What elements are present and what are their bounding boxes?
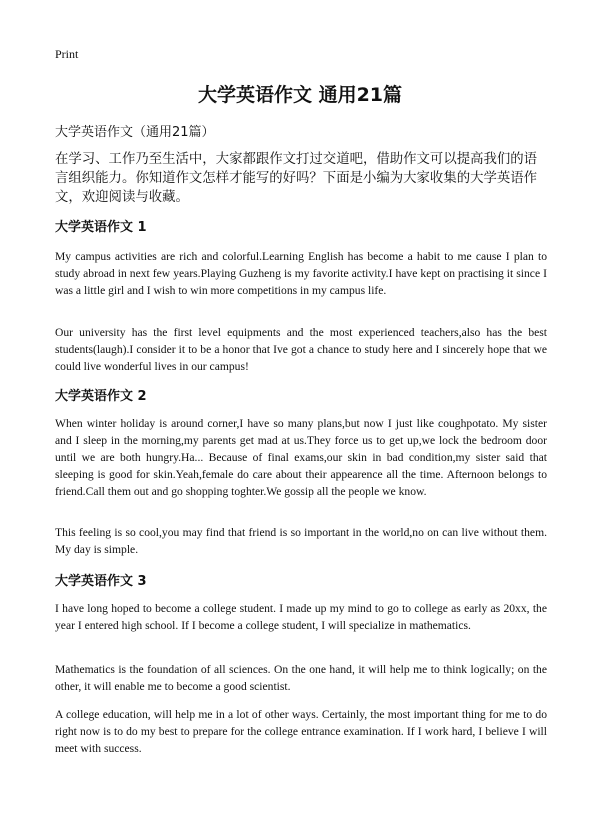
page-title: 大学英语作文 通用21篇 <box>197 84 403 106</box>
section-1-paragraph-2: Our university has the first level equipments and the most experienced teachers,also has the best students(laugh).I consider it to be a honor that Ive got a chance to study here and I sincerely hope that we could live wonderful lives in our campus! <box>55 326 547 373</box>
print-link[interactable]: Print <box>55 47 79 61</box>
section-heading-3: 大学英语作文 3 <box>55 574 147 589</box>
section-2-paragraph-2: This feeling is so cool,you may find that friend is so important in the world,no on can live without them. My day is simple. <box>55 526 547 556</box>
page-subtitle: 大学英语作文（通用21篇） <box>55 125 215 140</box>
intro-paragraph: 在学习、工作乃至生活中，大家都跟作文打过交道吧，借助作文可以提高我们的语言组织能力。你知道作文怎样才能写的好吗？下面是小编为大家收集的大学英语作文，欢迎阅读与收藏。 <box>55 152 538 205</box>
section-3-paragraph-1: I have long hoped to become a college student. I made up my mind to go to college as early as 20xx, the year I entered high school. If I become a college student, I will specialize in mathematics. <box>55 602 547 632</box>
section-heading-2: 大学英语作文 2 <box>55 389 147 404</box>
section-heading-1: 大学英语作文 1 <box>55 220 147 235</box>
section-3-paragraph-2: Mathematics is the foundation of all sciences. On the one hand, it will help me to think logically; on the other, it will enable me to become a good scientist. <box>55 663 547 693</box>
section-2-paragraph-1: When winter holiday is around corner,I have so many plans,but now I just like coughpotato. My sister and I sleep in the morning,my parents get mad at us.They force us to get up,we lock the bedroom door until we are both hungry.Ha... Because of final exams,our skin in bad condition,my sister said that sleeping is good for skin.Yeah,female do care about their appearence all the time. Afternoon belongs to friend.Call them out and go shopping toghter.We gossip all the people we know. <box>55 417 547 498</box>
section-1-paragraph-1: My campus activities are rich and colorful.Learning English has become a habit to me cause I plan to study abroad in next few years.Playing Guzheng is my favorite activity.I have kept on practising it since I was a little girl and I wish to win more competitions in my campus life. <box>55 250 547 297</box>
section-3-paragraph-3: A college education, will help me in a lot of other ways. Certainly, the most important thing for me to do right now is to do my best to prepare for the college entrance examination. If I work hard, I believe I will meet with success. <box>55 708 547 755</box>
